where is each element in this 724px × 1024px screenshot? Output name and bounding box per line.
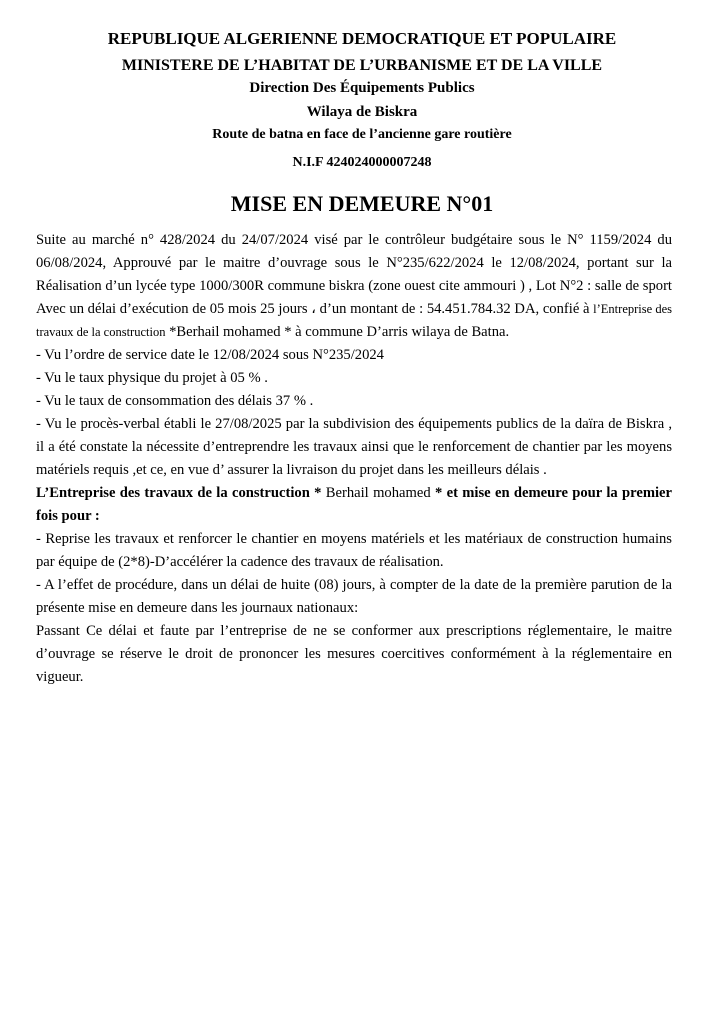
- notice-bold-start: L’Entreprise des travaux de la construction *: [36, 485, 322, 501]
- paragraph-contract-end: *Berhail mohamed * à commune D’arris wilaya de Batna.: [169, 324, 510, 340]
- header-nif: N.I.F 424024000007248: [292, 155, 432, 170]
- notice-company-name: Berhail mohamed: [325, 485, 431, 501]
- paragraph-contract-company: l’Entreprise des travaux de la construction: [36, 302, 672, 339]
- notice-bold-end: * et mise en demeure pour la premier fois pour :: [36, 485, 672, 524]
- header-republic: REPUBLIQUE ALGERIENNE DEMOCRATIQUE ET POPULAIRE: [107, 29, 617, 48]
- paragraph-physical-rate: - Vu le taux physique du projet à 05 % .: [36, 370, 268, 386]
- paragraph-formal-notice: [36, 482, 672, 528]
- paragraph-resume-works: - Reprise les travaux et renforcer le chantier en moyens matériels et les matériaux de construction humains par équipe de (2*8)-D’accélérer la cadence des travaux de réalisation.: [36, 531, 672, 570]
- header-wilaya: Wilaya de Biskra: [306, 104, 418, 120]
- paragraph-contract: [36, 229, 672, 344]
- paragraph-contract-main: Suite au marché n° 428/2024 du 24/07/2024 visé par le contrôleur budgétaire sous le N° 1159/2024 du 06/08/2024, Approuvé par le maitre d’ouvrage sous le N°235/622/2024 le 12/08/2024, portant sur la Réalisation d’un lycée type 1000/300R commune biskra (zone ouest cite ammouri ) , Lot N°2 : salle de sport Avec un délai d’exécution de 05 mois 25 jours ، d’un montant de : 54.451.784.32 DA, confié à: [36, 232, 672, 317]
- header-address: Route de batna en face de l’ancienne gare routière: [212, 127, 512, 142]
- header-direction: Direction Des Équipements Publics: [249, 80, 475, 96]
- document-body: [36, 229, 672, 689]
- paragraph-proces-verbal: - Vu le procès-verbal établi le 27/08/2025 par la subdivision des équipements publics de la daïra de Biskra , il a été constate la nécessite d’entreprendre les travaux ainsi que le renforcement de chantier par les moyens matériels requis ,et ce, en vue d’ assurer la livraison du projet dans les meilleurs délais .: [36, 416, 672, 478]
- document-title: MISE EN DEMEURE N°01: [230, 191, 494, 216]
- paragraph-service-order: - Vu l’ordre de service date le 12/08/2024 sous N°235/2024: [36, 347, 384, 363]
- paragraph-coercive-measures: Passant Ce délai et faute par l’entreprise de ne se conformer aux prescriptions réglementaire, le maitre d’ouvrage se réserve le droit de prononcer les mesures coercitives conformément à la réglementaire en vigueur.: [36, 623, 672, 685]
- paragraph-deadline: - A l’effet de procédure, dans un délai de huite (08) jours, à compter de la date de la première parution de la présente mise en demeure dans les journaux nationaux:: [36, 577, 672, 616]
- paragraph-consumption-rate: - Vu le taux de consommation des délais 37 % .: [36, 393, 314, 409]
- header-ministry: MINISTERE DE L’HABITAT DE L’URBANISME ET DE LA VILLE: [121, 57, 603, 74]
